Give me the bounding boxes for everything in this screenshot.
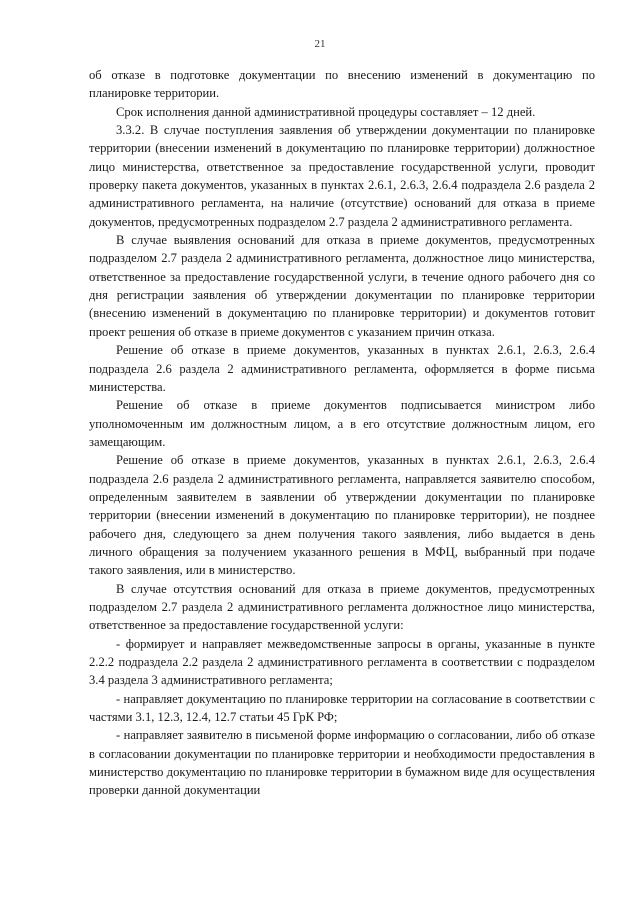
paragraph-3-3-2: 3.3.2. В случае поступления заявления об утверждении документации по планировке территории (внесении изменений в документацию по планировке территории) должностное лицо министерства, ответственное за предоставление государственной услуги, проводит проверку пакета документов, указанных в пунктах 2.6.1, 2.6.3, 2.6.4 подраздела 2.6 раздела 2 административного регламента, на наличие (отсутствие) оснований для отказа в приеме документов, предусмотренных подразделом 2.7 раздела 2 административного регламента. (89, 123, 595, 229)
paragraph-no-refusal-grounds: В случае отсутствия оснований для отказа в приеме документов, предусмотренных подразделом 2.7 раздела 2 административного регламента должностное лицо министерства, ответственное за предоставление государственной услуги: (89, 581, 595, 633)
paragraph-refusal-grounds: В случае выявления оснований для отказа в приеме документов, предусмотренных подразделом 2.7 раздела 2 административного регламента, должностное лицо министерства, ответственное за предоставление государственной услуги, в течение одного рабочего дня со дня регистрации заявления об утверждении документации по планировке территории (внесению изменений в документацию по планировке территории) и документов готовит проект решения об отказе в приеме документов с указанием причин отказа. (89, 233, 595, 339)
list-item-approval: - направляет документацию по планировке территории на согласование в соответствии с частями 3.1, 12.3, 12.4, 12.7 статьи 45 ГрК РФ; (89, 691, 595, 725)
paragraph-continuation: об отказе в подготовке документации по внесению изменений в документацию по планировке территории. (89, 68, 595, 101)
paragraph-deadline: Срок исполнения данной административной процедуры составляет – 12 дней. (116, 104, 536, 119)
paragraph-refusal-form: Решение об отказе в приеме документов, указанных в пунктах 2.6.1, 2.6.3, 2.6.4 подраздела 2.6 раздела 2 административного регламента, оформляется в форме письма министерства. (89, 343, 595, 394)
paragraph-refusal-signing: Решение об отказе в приеме документов подписывается министром либо уполномоченным им должностным лицом, а в его отсутствие должностным лицом, его замещающим. (89, 398, 595, 449)
paragraph-refusal-delivery: Решение об отказе в приеме документов, указанных в пунктах 2.6.1, 2.6.3, 2.6.4 подраздела 2.6 раздела 2 административного регламента, направляется заявителю способом, определенным заявителем в заявлении об утверждении документации по планировке территории (внесении изменений в документацию по планировке территории), не позднее рабочего дня, следующего за днем получения такого заявления, либо выдается в день личного обращения за получением указанного решения в МФЦ, выбранный при подаче такого заявления, или в министерство. (89, 453, 595, 578)
page-number: 21 (314, 38, 326, 50)
document-body (89, 66, 595, 800)
list-item-notification: - направляет заявителю в письменой форме информацию о согласовании, либо об отказе в согласовании документации по планировке территории и необходимости предоставления в министерство документацию по планировке территории в бумажном виде для осуществления проверки данной документации (89, 728, 595, 798)
list-item-requests: - формирует и направляет межведомственные запросы в органы, указанные в пункте 2.2.2 подраздела 2.2 раздела 2 административного регламента в соответствии с подразделом 3.4 раздела 3 административного регламента; (89, 636, 595, 688)
